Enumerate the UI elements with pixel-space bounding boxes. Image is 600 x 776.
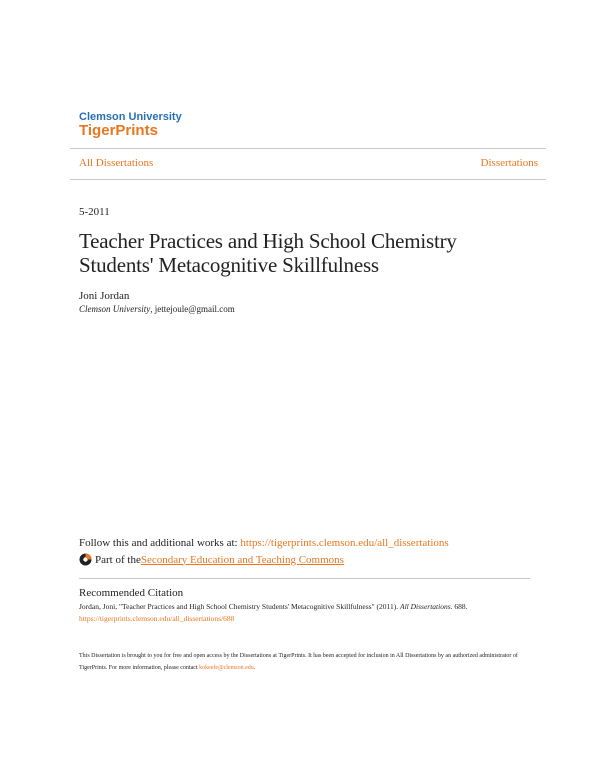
dissertations-link[interactable]: Dissertations — [480, 157, 538, 169]
network-icon — [79, 553, 92, 566]
top-divider — [70, 148, 546, 149]
repository-logo[interactable]: TigerPrints — [79, 122, 158, 139]
citation-heading: Recommended Citation — [79, 587, 184, 599]
access-notice — [79, 650, 529, 674]
citation-divider — [79, 578, 530, 579]
secondary-education-link[interactable]: Secondary Education and Teaching Commons — [140, 553, 344, 566]
contact-email-link[interactable]: kokeefe@clemson.edu — [199, 665, 254, 671]
follow-label: Follow this and additional works at: — [79, 537, 241, 549]
notice-suffix: . — [253, 665, 256, 671]
notice-text: This Dissertation is brought to you for free and open access by the Dissertations at TigerPrints. It has been accepted for inclusion in All Dissertations by an authorized administrator of TigerPrints. For more information, please contact — [79, 653, 518, 671]
follow-url-link[interactable]: https://tigerprints.clemson.edu/all_dissertations — [240, 537, 449, 549]
nav-divider — [70, 179, 546, 180]
citation-prefix: Jordan, Joni, "Teacher Practices and High School Chemistry Students' Metacognitive Skillfulness" (2011). — [79, 602, 400, 611]
citation-suffix: . 688. — [450, 602, 468, 611]
citation-url-link[interactable]: https://tigerprints.clemson.edu/all_dissertations/688 — [79, 614, 235, 623]
publication-date: 5-2011 — [79, 206, 110, 218]
part-of-line — [79, 553, 344, 566]
affiliation-name: Clemson University — [79, 304, 151, 314]
author-name: Joni Jordan — [79, 290, 130, 302]
author-affiliation — [79, 304, 235, 314]
university-name: Clemson University — [79, 111, 182, 123]
part-of-label: Part of the — [95, 553, 141, 566]
author-email: , jettejoule@gmail.com — [150, 304, 235, 314]
citation-series: All Dissertations — [400, 602, 451, 611]
citation-text — [79, 601, 529, 625]
follow-line — [79, 537, 449, 549]
document-title: Teacher Practices and High School Chemistry Students' Metacognitive Skillfulness — [79, 229, 457, 277]
all-dissertations-link[interactable]: All Dissertations — [79, 157, 154, 169]
